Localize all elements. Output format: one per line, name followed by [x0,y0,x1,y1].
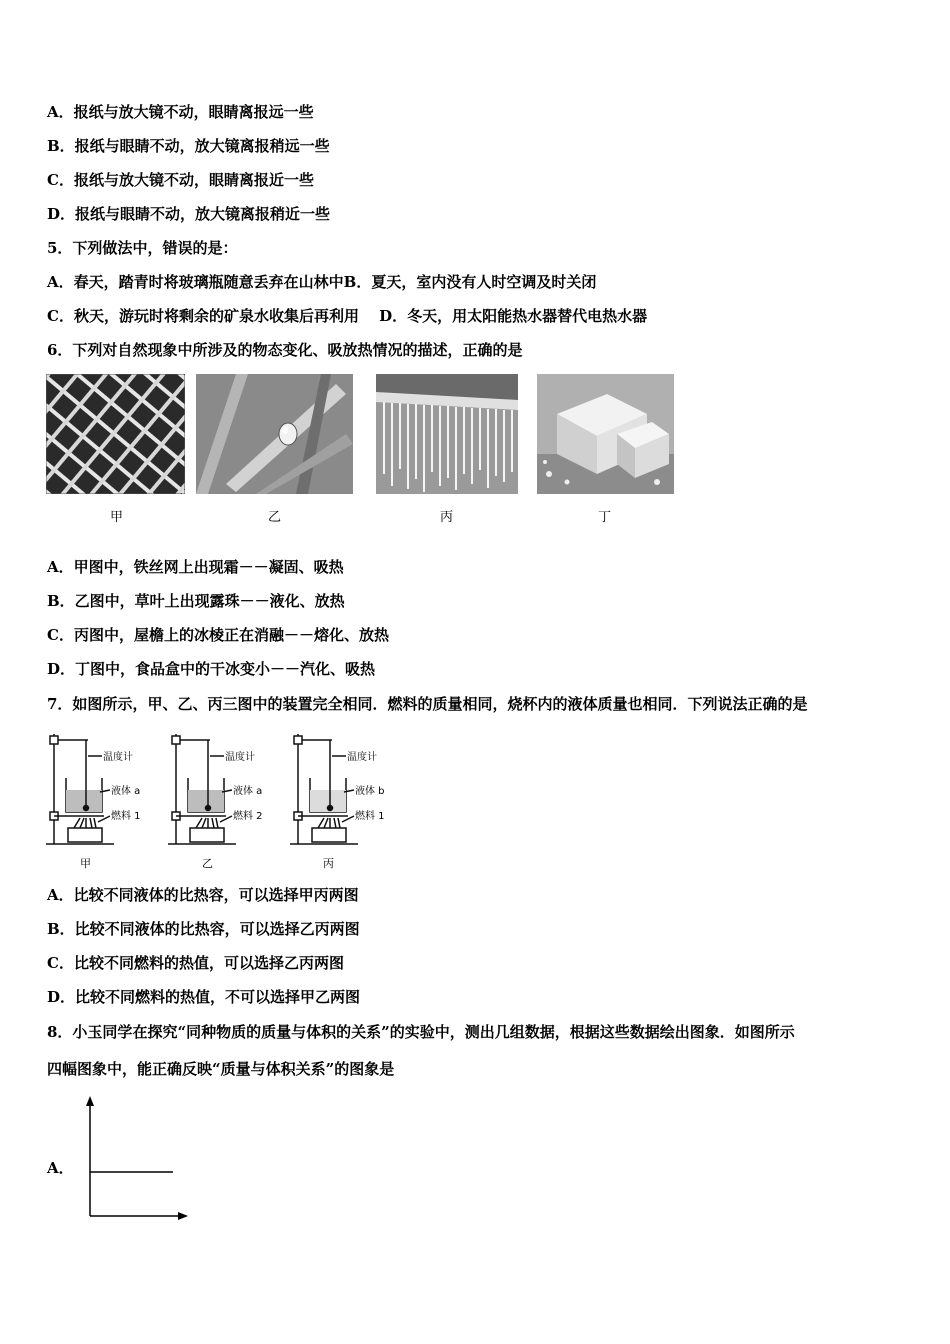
photo-dry-ice [537,374,674,494]
apparatus-bing [288,726,398,846]
q4-option-b: B．报纸与眼睛不动，放大镜离报稍远一些 [47,137,330,155]
q6-option-d: D．丁图中，食品盒中的干冰变小－－汽化、吸热 [47,660,376,678]
bing-fuel-label: 燃料 1 [355,811,385,822]
q6-option-c: C．丙图中，屋檐上的冰棱正在消融－－熔化、放热 [47,626,389,644]
q5-options-line2: C．秋天，游玩时将剩余的矿泉水收集后再利用 D．冬天，用太阳能热水器替代电热水器 [47,307,648,325]
yi-fuel-label: 燃料 2 [233,811,263,822]
photo-icicles-eaves [376,374,518,494]
bing-liquid-label: 液体 b [355,786,385,797]
q7-option-c: C．比较不同燃料的热值，可以选择乙丙两图 [47,954,344,972]
photo-caption-bing: 丙 [440,510,454,525]
q4-option-a: A．报纸与放大镜不动，眼睛离报远一些 [47,103,314,121]
q6-option-b: B．乙图中，草叶上出现露珠－－液化、放热 [47,592,345,610]
q8-graph-a [80,1092,192,1224]
q5-options-line1: A．春天，踏青时将玻璃瓶随意丢弃在山林中B．夏天，室内没有人时空调及时关闭 [47,273,597,291]
apparatus-caption-yi: 乙 [202,857,213,870]
q6-stem: 6．下列对自然现象中所涉及的物态变化、吸放热情况的描述，正确的是 [47,341,523,359]
photo-frost-wire-mesh [46,374,185,494]
q7-option-b: B．比较不同液体的比热容，可以选择乙丙两图 [47,920,360,938]
photo-caption-yi: 乙 [268,510,282,525]
jia-fuel-label: 燃料 1 [111,811,141,822]
apparatus-yi [166,726,276,846]
q8-stem-line1: 8．小玉同学在探究“同种物质的质量与体积的关系”的实验中，测出几组数据，根据这些数据绘出图象．如图所示 [47,1023,795,1041]
photo-caption-jia: 甲 [110,510,124,525]
yi-liquid-label: 液体 a [233,786,263,797]
yi-thermometer-label: 温度计 [225,752,255,763]
q8-option-a-label: A． [47,1159,74,1177]
q8-stem-line2: 四幅图象中，能正确反映“质量与体积关系”的图象是 [47,1060,395,1078]
photo-dew-on-grass [196,374,353,494]
bing-thermometer-label: 温度计 [347,752,377,763]
q5-stem: 5．下列做法中，错误的是： [47,239,238,257]
apparatus-jia [44,726,154,846]
apparatus-caption-bing: 丙 [323,857,334,870]
jia-thermometer-label: 温度计 [103,752,133,763]
jia-liquid-label: 液体 a [111,786,141,797]
q7-option-d: D．比较不同燃料的热值，不可以选择甲乙两图 [47,988,361,1006]
apparatus-caption-jia: 甲 [80,857,91,870]
q7-stem: 7．如图所示，甲、乙、丙三图中的装置完全相同．燃料的质量相同，烧杯内的液体质量也相同．下列说法正确的是 [47,695,808,713]
photo-caption-ding: 丁 [598,510,612,525]
q6-option-a: A．甲图中，铁丝网上出现霜－－凝固、吸热 [47,558,344,576]
q4-option-c: C．报纸与放大镜不动，眼睛离报近一些 [47,171,314,189]
q7-option-a: A．比较不同液体的比热容，可以选择甲丙两图 [47,886,359,904]
q4-option-d: D．报纸与眼睛不动，放大镜离报稍近一些 [47,205,331,223]
